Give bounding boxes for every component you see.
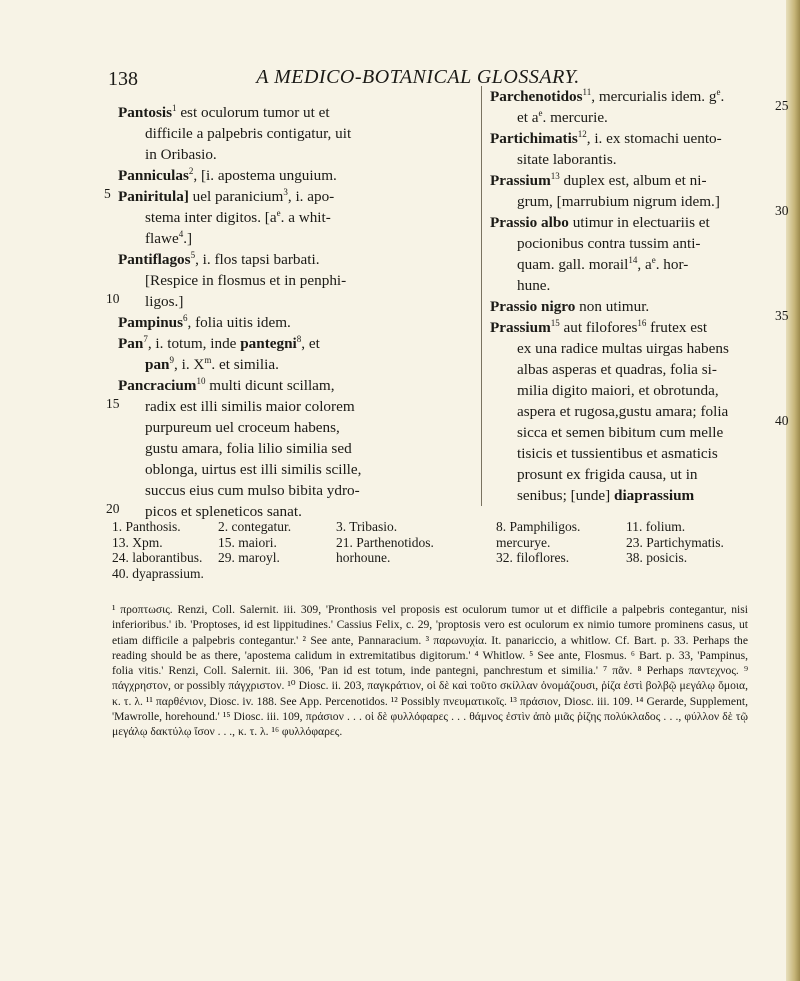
- entry-pancracium: [118, 375, 474, 522]
- entry-text: succus eius cum mulso bibita ydro-: [145, 482, 360, 499]
- right-column: [481, 86, 780, 506]
- entry-prassio-albo: [490, 212, 780, 296]
- footnote-ref: 11: [582, 86, 592, 97]
- footnote-ref: 1: [172, 102, 177, 113]
- entry-text: gustu amara, folia lilio similia sed: [145, 440, 352, 457]
- entry-pan: Pan$^7$, i. totum, inde pantegni$^8$, et pan$^9$, i. $X^m$. et similia.: [118, 333, 474, 375]
- entry-text: [490, 254, 780, 275]
- variant-item: 13. Xpm.: [112, 534, 163, 550]
- footnote-text: ¹ προπτωσις. Renzi, Coll. Salernit. iii. 309, 'Pronthosis vel proposis est oculorum tumor ut et difficile a palpebris contegantur, nisi inferioribus.' ib. 'Proptoses, id est lippitudines.' Cassius Felix, c. 29, 'proptosis vero est oculorum ex nimio tumore prominens casus, ut etiam difficile a palpebris contegantur.' ² See ante, Pannaracium. ³ παρωνυχία. It. panariccio, a whitlow. Cf. Bart. p. 33. Perhaps the reading should be as there, 'apostema calidum in extremitatibus digitorum.' ⁴ Whitlow. ⁵ See ante, Flosmus. ⁶ Bart. p. 33, 'Pampinus, folia vitis.' Renzi, Coll. Salernit. iii. 306, 'Pan id est totum, inde pantegni, panchrestum et similia.' ⁷ πᾶν. ⁸ Perhaps παντεχνος. ⁹ πάγχρηστον, or possibly πάγχριστον. ¹⁰ Diosc. ii. 203, παγκράτιον, οἱ δὲ καὶ τοῦτο σκίλλαν ὀνομάζουσι, ῥίζα ἐστὶ βολβῷ μεγάλῳ ὅμοια, κ. τ. λ. ¹¹ παρθένιον, Diosc. iv. 188. See App. Percenotidos. ¹² Possibly πνευματικοῖς. ¹³ πράσιον, Diosc. iii. 109. ¹⁴ Gerarde, Supplement, 'Mawrolle, horehound.' ¹⁵ Diosc. iii. 109, πράσιον . . . οἱ δὲ φυλλόφαρες . . . θάμνος ἐστὶν ἀπὸ μιᾶς ῥίζης πολύκλαδος . . ., φύλλον δὲ τῷ μεγάλῳ δακτύλῳ ἴσον . . ., κ. τ. λ. ¹⁶ φυλλόφαρες.: [112, 603, 748, 739]
- entry-text: radix est illi similis maior colorem: [145, 398, 355, 415]
- entry-text: i. flos tapsi barbati.: [202, 251, 320, 268]
- superscript: e: [716, 86, 721, 97]
- entry-partichimatis: [490, 128, 780, 170]
- entry-text: multi dicunt scillam,: [209, 377, 335, 394]
- page-edge: [786, 0, 800, 981]
- entry-text-part: .]: [183, 230, 193, 247]
- footnote-ref: 12: [577, 128, 587, 139]
- footnotes: [112, 602, 748, 740]
- entry-text-part: . mercurie.: [542, 109, 608, 126]
- entry-text: ex una radice multas uirgas habens: [517, 340, 729, 357]
- headword: Prassio nigro: [490, 298, 576, 315]
- headword: Panniculas: [118, 167, 189, 184]
- headword: Prassium: [490, 319, 551, 336]
- bold-term: diaprassium: [614, 487, 695, 504]
- superscript: e: [651, 254, 656, 265]
- entry-prassium-1: [490, 170, 780, 212]
- variant-item: 21. Parthenotidos.: [336, 534, 434, 550]
- entry-text: grum, [marrubium nigrum idem.]: [517, 193, 720, 210]
- entry-text: oblonga, uirtus est illi similis scille,: [145, 461, 362, 478]
- line-number: 15: [106, 396, 120, 411]
- entry-text: milia digito maiori, et obrotunda,: [517, 382, 719, 399]
- entry-text-part: . a whit-: [280, 209, 331, 226]
- entry-text: aspera et rugosa,gustu amara; folia: [517, 403, 729, 420]
- line-number: 25: [775, 98, 789, 113]
- variant-item: 3. Tribasio.: [336, 519, 398, 534]
- entry-text-part: . et similia.: [211, 356, 279, 373]
- footnote-ref: 7: [143, 333, 148, 344]
- left-column: [118, 102, 474, 522]
- entry-paniritula: Paniritula] uel paranicium$^3$, i. apo- stema inter digitos. [$a^e$. a whit- flawe$^4$.]: [118, 186, 474, 249]
- line-number: 40: [775, 413, 789, 428]
- entry-text: [118, 228, 474, 249]
- entry-prassium-2: [490, 317, 780, 506]
- footnote-ref: 16: [637, 317, 647, 328]
- entry-text: et: [308, 335, 320, 352]
- footnote-ref: 3: [283, 186, 288, 197]
- entry-text: purpureum uel croceum habens,: [145, 419, 340, 436]
- headword: Prassium: [490, 172, 551, 189]
- line-number: 5: [104, 186, 111, 201]
- entry-text-part: i. X: [181, 356, 205, 373]
- line-number: 20: [106, 501, 120, 516]
- entry-text: sitate laborantis.: [517, 151, 617, 168]
- entry-text: [490, 107, 780, 128]
- variant-item: 2. contegatur.: [218, 519, 292, 534]
- headword: Prassio albo: [490, 214, 569, 231]
- variant-row: [112, 566, 732, 582]
- variant-item: 32. filoflores.: [496, 550, 570, 565]
- variant-item: mercurye.: [496, 534, 551, 550]
- entry-parchenotidos: Parchenotidos$^{11}$, mercurialis idem. $g^e$. et $a^e$. mercurie.: [490, 86, 780, 128]
- headword: Paniritula]: [118, 188, 189, 205]
- variant-item: 15. maiori.: [218, 534, 277, 550]
- variant-item: 40. dyaprassium.: [112, 565, 204, 581]
- headword: Pantiflagos: [118, 251, 191, 268]
- entry-text: non utimur.: [579, 298, 650, 315]
- entry-text: , i. ex stomachi uento-: [586, 130, 722, 147]
- entry-text-part: flawe: [145, 230, 179, 247]
- variant-item: 11. folium.: [626, 519, 686, 534]
- entry-text: frutex est: [650, 319, 708, 336]
- entry-text: est oculorum tumor ut et: [180, 104, 330, 121]
- entry-text-part: quam. gall. morail: [517, 256, 629, 273]
- entry-text: hune.: [517, 277, 551, 294]
- entry-text: ligos.]: [145, 293, 184, 310]
- headword: Pampinus: [118, 314, 183, 331]
- entry-text: , mercurialis idem. g: [591, 88, 717, 105]
- variant-item: horhoune.: [336, 550, 391, 565]
- page-number: 138: [108, 68, 138, 90]
- entry-pampinus: Pampinus$^6$, folia uitis idem.: [118, 312, 291, 331]
- variant-item: 24. laborantibus.: [112, 550, 203, 565]
- footnote-ref: 4: [178, 228, 184, 239]
- footnote-ref: 8: [296, 333, 302, 344]
- footnote-ref: 14: [628, 254, 638, 265]
- entry-text-part: senibus; [unde]: [517, 487, 611, 504]
- footnote-ref: 10: [196, 375, 206, 386]
- footnote-ref: 9: [169, 354, 174, 365]
- footnote-ref: 5: [190, 249, 196, 260]
- headword: Pan: [118, 335, 144, 352]
- footnote-ref: 2: [188, 165, 194, 176]
- entry-prassio-nigro: [490, 296, 780, 317]
- bold-term: pan: [145, 356, 170, 373]
- footnote-ref: 6: [183, 312, 188, 323]
- bold-term: pantegni: [240, 335, 297, 352]
- entry-text-part: , a: [637, 256, 652, 273]
- variant-item: 1. Panthosis.: [112, 519, 181, 534]
- variant-row: [112, 519, 732, 535]
- entry-text: albas asperas et quadras, folia si-: [517, 361, 717, 378]
- entry-text: duplex est, album et ni-: [563, 172, 707, 189]
- entry-text: [Respice in flosmus et in penphi-: [145, 272, 347, 289]
- variant-item: 23. Partichymatis.: [626, 534, 724, 550]
- entry-pantiflagos: Pantiflagos$^5$, i. flos tapsi barbati. [Respice in flosmus et in penphi- ligos.]: [118, 249, 474, 312]
- variant-item: 29. maroyl.: [218, 550, 280, 565]
- headword: Pantosis: [118, 104, 173, 121]
- entry-text: in Oribasio.: [145, 146, 217, 163]
- headword: Parchenotidos: [490, 88, 583, 105]
- entry-text-part: et a: [517, 109, 539, 126]
- entry-text: uel paranicium: [192, 188, 284, 205]
- entry-text: i. apo-: [295, 188, 335, 205]
- entry-text: stema inter digitos. [$a^e$. a whit-: [145, 207, 331, 226]
- entry-text-part: stema inter digitos. [a: [145, 209, 277, 226]
- entry-panniculas: Panniculas$^2$, [i. apostema unguium.: [118, 165, 337, 184]
- entry-text: sicca et semen bibitum cum melle: [517, 424, 724, 441]
- variant-item: 38. posicis.: [626, 550, 688, 565]
- line-number: 30: [775, 203, 789, 218]
- entry-text: difficile a palpebris contigatur, uit: [145, 125, 352, 142]
- footnote-ref: 13: [550, 170, 560, 181]
- entry-text: i. totum, inde: [155, 335, 237, 352]
- entry-text: pocionibus contra tussim anti-: [517, 235, 701, 252]
- headword: Partichimatis: [490, 130, 578, 147]
- variant-item: 8. Pamphiligos.: [496, 519, 581, 534]
- line-number: 35: [775, 308, 789, 323]
- variant-row: [112, 550, 732, 566]
- entry-text-part: . hor-: [655, 256, 689, 273]
- entry-text: folia uitis idem.: [195, 314, 291, 331]
- headword: Pancracium: [118, 377, 197, 394]
- entry-text: tisicis et tussientibus et asmaticis: [517, 445, 718, 462]
- superscript: m: [204, 354, 212, 365]
- entry-text: pan$^9$, i. $X^m$. et similia.: [145, 354, 279, 373]
- entry-text: [i. apostema unguium.: [201, 167, 337, 184]
- superscript: e: [538, 107, 543, 118]
- variant-row: [112, 535, 732, 551]
- running-title: A MEDICO-BOTANICAL GLOSSARY.: [256, 66, 580, 88]
- entry-text: aut filofores: [563, 319, 638, 336]
- entry-text: prosunt ex frigida causa, ut in: [517, 466, 698, 483]
- line-number: 10: [106, 291, 120, 306]
- entry-pantosis: [118, 102, 474, 165]
- entry-text: utimur in electuariis et: [572, 214, 710, 231]
- variant-readings: [112, 519, 732, 581]
- entry-text: picos et spleneticos sanat.: [145, 503, 302, 520]
- entry-text: [490, 485, 780, 506]
- footnote-ref: 15: [550, 317, 560, 328]
